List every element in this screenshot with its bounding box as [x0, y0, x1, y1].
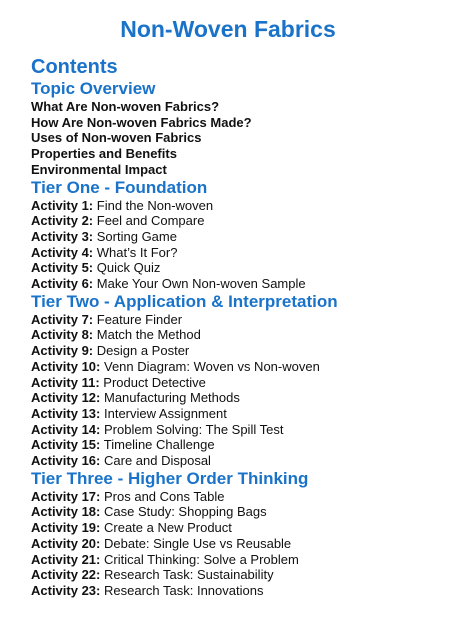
- toc-entry: Properties and Benefits: [31, 146, 177, 162]
- activity-title: Feature Finder: [96, 311, 183, 327]
- activity-title: Product Detective: [103, 374, 206, 390]
- section-items: [31, 99, 441, 178]
- activity-title: What’s It For?: [96, 244, 178, 260]
- activity-number: Activity 23:: [31, 582, 101, 598]
- section-heading: Topic Overview: [31, 79, 156, 98]
- activity-title: Problem Solving: The Spill Test: [104, 421, 284, 437]
- activity-entry: [31, 406, 441, 422]
- activity-number: Activity 16:: [31, 453, 101, 469]
- activity-number: Activity 19:: [31, 520, 101, 536]
- activity-entry: [31, 343, 441, 359]
- activity-number: Activity 22:: [31, 567, 101, 583]
- section-tier-one: [31, 178, 441, 292]
- activity-number: Activity 18:: [31, 504, 101, 520]
- activity-entry: [31, 375, 441, 391]
- section-topic-overview: [31, 79, 441, 178]
- activity-title: Timeline Challenge: [103, 437, 215, 453]
- activity-number: Activity 5:: [31, 260, 94, 276]
- section-heading: Tier Three - Higher Order Thinking: [31, 468, 309, 488]
- activity-title: Pros and Cons Table: [104, 488, 225, 504]
- activity-entry: [31, 453, 441, 469]
- activity-number: Activity 2:: [31, 213, 94, 229]
- activity-title: Research Task: Innovations: [104, 582, 264, 598]
- section-heading: Tier Two - Application & Interpretation: [31, 291, 338, 311]
- activity-entry: [31, 260, 441, 276]
- activity-entry: [31, 390, 441, 406]
- toc-entry: What Are Non-woven Fabrics?: [31, 99, 220, 114]
- activity-entry: [31, 489, 441, 505]
- activity-number: Activity 14:: [31, 421, 101, 437]
- activity-entry: [31, 567, 441, 583]
- activity-title: Find the Non-woven: [96, 197, 214, 213]
- activity-title: Debate: Single Use vs Reusable: [104, 535, 292, 551]
- activity-entry: [31, 359, 441, 375]
- activity-title: Interview Assignment: [104, 405, 227, 421]
- section-tier-three: [31, 469, 441, 599]
- activity-list: [31, 489, 441, 599]
- activity-number: Activity 20:: [31, 535, 101, 551]
- activity-number: Activity 15:: [31, 437, 101, 453]
- activity-entry: [31, 327, 441, 343]
- activity-number: Activity 3:: [31, 228, 94, 244]
- section-tier-two: [31, 292, 441, 469]
- activity-number: Activity 12:: [31, 390, 101, 406]
- activity-entry: [31, 276, 441, 292]
- activity-title: Critical Thinking: Solve a Problem: [104, 551, 299, 567]
- activity-entry: [31, 583, 441, 599]
- activity-entry: [31, 213, 441, 229]
- activity-number: Activity 4:: [31, 244, 94, 260]
- activity-title: Research Task: Sustainability: [104, 567, 274, 583]
- activity-entry: [31, 504, 441, 520]
- activity-title: Feel and Compare: [96, 213, 205, 229]
- activity-number: Activity 21:: [31, 551, 101, 567]
- activity-list: [31, 312, 441, 469]
- activity-entry: [31, 552, 441, 568]
- activity-entry: [31, 422, 441, 438]
- activity-number: Activity 11:: [31, 374, 100, 390]
- activity-number: Activity 7:: [31, 311, 94, 327]
- activity-title: Manufacturing Methods: [104, 390, 240, 406]
- activity-number: Activity 13:: [31, 405, 101, 421]
- activity-entry: [31, 437, 441, 453]
- activity-number: Activity 17:: [31, 488, 101, 504]
- contents-heading: Contents: [31, 56, 118, 78]
- activity-title: Match the Method: [96, 327, 201, 343]
- activity-title: Design a Poster: [96, 343, 190, 359]
- activity-number: Activity 8:: [31, 327, 94, 343]
- section-heading: Tier One - Foundation: [31, 177, 208, 197]
- activity-list: [31, 198, 441, 292]
- activity-title: Quick Quiz: [96, 260, 161, 276]
- activity-entry: [31, 312, 441, 328]
- activity-title: Sorting Game: [96, 228, 177, 244]
- toc-entry: Uses of Non-woven Fabrics: [31, 130, 202, 146]
- activity-number: Activity 9:: [31, 343, 94, 359]
- table-of-contents: [31, 79, 441, 599]
- activity-entry: [31, 520, 441, 536]
- activity-number: Activity 6:: [31, 276, 94, 292]
- activity-number: Activity 10:: [31, 358, 101, 374]
- activity-entry: [31, 229, 441, 245]
- activity-title: Create a New Product: [104, 520, 232, 536]
- activity-title: Care and Disposal: [104, 453, 211, 469]
- document-title: Non-Woven Fabrics: [120, 16, 336, 42]
- activity-title: Make Your Own Non-woven Sample: [96, 276, 306, 292]
- toc-entry: Environmental Impact: [31, 161, 167, 177]
- activity-entry: [31, 245, 441, 261]
- toc-entry: How Are Non-woven Fabrics Made?: [31, 114, 252, 130]
- activity-title: Case Study: Shopping Bags: [104, 504, 267, 520]
- activity-entry: [31, 198, 441, 214]
- activity-title: Venn Diagram: Woven vs Non-woven: [104, 358, 320, 374]
- activity-entry: [31, 536, 441, 552]
- activity-number: Activity 1:: [31, 197, 94, 213]
